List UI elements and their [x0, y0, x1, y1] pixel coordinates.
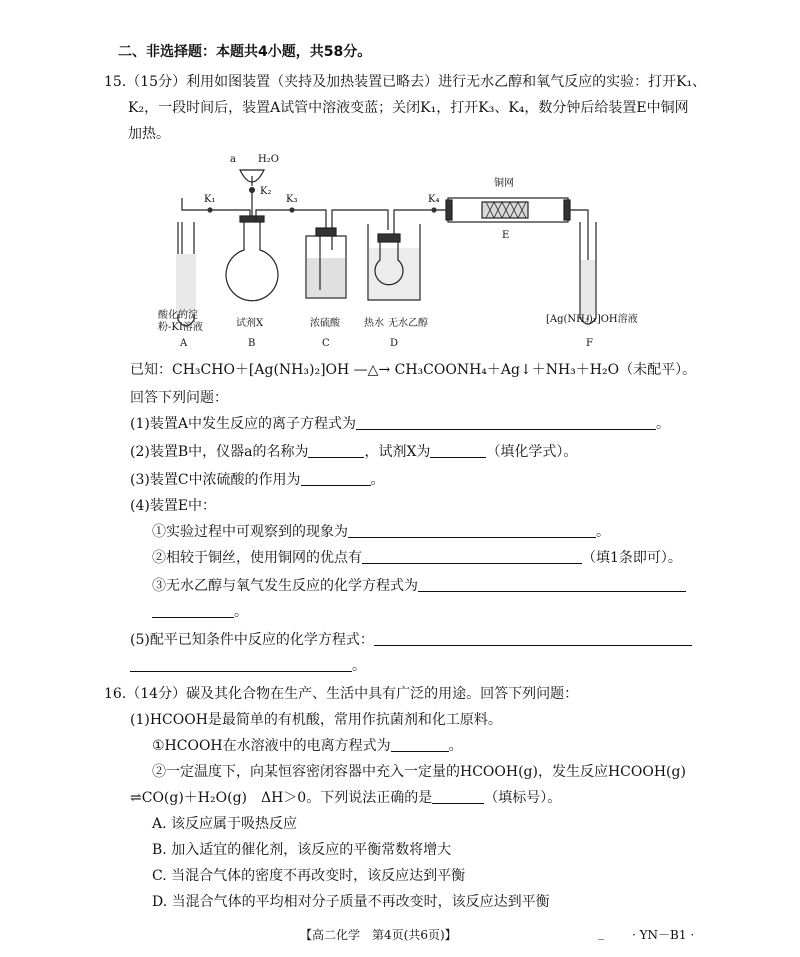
apparatus-diagram: [150, 150, 670, 350]
label-e: E: [502, 230, 510, 241]
q15-part5-answer-blank-line1[interactable]: [374, 631, 692, 646]
q15-part3-answer-blank[interactable]: [301, 471, 371, 486]
reagent-d-water: 热水: [364, 318, 384, 329]
q15-part4-3-answer-blank-line1[interactable]: [418, 577, 686, 592]
q15-part4-1-answer-blank[interactable]: [348, 523, 596, 538]
label-k4: K₄: [428, 194, 440, 205]
q15-intro-line3: 加热。: [128, 126, 170, 142]
valve-k3: [289, 207, 294, 212]
q15-part5-text: (5)配平已知条件中反应的化学方程式：: [130, 632, 374, 648]
q15-part2: [130, 442, 577, 462]
valve-k4: [431, 207, 436, 212]
q15-part5-cont: 。: [130, 656, 366, 676]
tube-b-to-c: [256, 210, 326, 228]
stopper-d: [378, 234, 400, 242]
q15-part4: (4)装置E中：: [130, 498, 217, 514]
page-footer: 【高二化学 第4页(共6页)】: [300, 928, 457, 942]
q15-intro-line1: 15.（15分）利用如图装置（夹持及加热装置已略去）进行无水乙醇和氧气反应的实验：打开K₁、: [104, 74, 707, 90]
q15-part2-text-a: (2)装置B中，仪器a的名称为: [130, 444, 309, 460]
q15-known: 已知：CH₃CHO＋[Ag(NH₃)₂]OH —△→ CH₃COONH₄＋Ag↓＋NH₃＋H₂O（未配平）。: [130, 362, 697, 378]
letter-b: B: [248, 338, 256, 349]
q15-part2-text-b: ，试剂X为: [364, 444, 431, 460]
label-h2o: H₂O: [258, 154, 279, 165]
valve-k2: [250, 188, 255, 193]
q15-part4-2-text: ②相较于铜丝，使用铜网的优点有: [152, 550, 362, 566]
q15-part2-text-c: （填化学式）。: [486, 444, 578, 460]
footer-code: · YN－B1 ·: [632, 928, 695, 942]
q15-part4-3-text: ③无水乙醇与氧气发生反应的化学方程式为: [152, 578, 418, 594]
q15-part5: [130, 630, 692, 650]
q15-part4-2: [152, 548, 682, 568]
q16-part1-2-cont: [130, 788, 561, 808]
q15-part4-2-answer-blank[interactable]: [362, 549, 582, 564]
q15-part1-text: (1)装置A中发生反应的离子方程式为: [130, 416, 356, 432]
letter-f: F: [586, 338, 593, 349]
q15-part4-1: ①实验过程中可观察到的现象为 。: [152, 524, 610, 540]
q15-part1-answer-blank[interactable]: [356, 415, 656, 430]
q15-part4-1-text: ①实验过程中可观察到的现象为: [152, 524, 348, 540]
letter-c: C: [322, 338, 330, 349]
q16-part1-2: ②一定温度下，向某恒容密闭容器中充入一定量的HCOOH(g)，发生反应HCOOH(g): [152, 764, 686, 780]
q15-part3-text: (3)装置C中浓硫酸的作用为: [130, 472, 301, 488]
q15-part2-blank-instrument[interactable]: [308, 443, 364, 458]
q16-part1-2-text: ⇌CO(g)＋H₂O(g) ΔH＞0。下列说法正确的是: [130, 790, 433, 806]
q15-part5-answer-blank-line2[interactable]: [130, 657, 352, 672]
flask-b: [226, 222, 278, 301]
label-mesh: 铜网: [494, 178, 514, 189]
q16-intro: 16.（14分）碳及其化合物在生产、生活中具有广泛的用途。回答下列问题：: [104, 686, 579, 702]
q16-option-b: B. 加入适宜的催化剂，该反应的平衡常数将增大: [152, 842, 452, 858]
reagent-a-line2: 粉-KI溶液: [158, 322, 203, 333]
reagent-f: [Ag(NH₃)₂]OH溶液: [546, 314, 638, 325]
tube-c-to-d: [332, 210, 388, 230]
letter-d: D: [390, 338, 399, 349]
q15-part4-3-cont: 。: [152, 602, 248, 622]
q15-part4-3-answer-blank-line2[interactable]: [152, 603, 234, 618]
q15-intro-line2: K₂，一段时间后，装置A试管中溶液变蓝；关闭K₁，打开K₃、K₄，数分钟后给装置E中铜网: [128, 100, 689, 116]
reagent-b: 试剂X: [236, 318, 264, 329]
footer-dash: _: [598, 926, 604, 940]
q16-part1-2-note: （填标号）。: [484, 790, 562, 806]
stopper-c: [316, 228, 336, 236]
q15-part4-3: [152, 576, 686, 596]
reagent-c: 浓硫酸: [310, 318, 340, 329]
q16-option-c: C. 当混合气体的密度不再改变时，该反应达到平衡: [152, 868, 466, 884]
section-title: 二、非选择题：本题共4小题，共58分。: [118, 44, 372, 60]
label-a: a: [230, 154, 236, 165]
label-k2: K₂: [260, 186, 272, 197]
letter-a: A: [180, 338, 188, 349]
q15-answer-prompt: 回答下列问题：: [130, 390, 228, 406]
q16-part1-1: ①HCOOH在水溶液中的电离方程式为 。: [152, 738, 463, 754]
q16-part1-1-text: ①HCOOH在水溶液中的电离方程式为: [152, 738, 391, 754]
reagent-a-line1: 酸化的淀: [158, 310, 198, 321]
stopper-b: [240, 216, 264, 222]
valve-k1: [207, 207, 212, 212]
reagent-d-ethanol: 无水乙醇: [388, 318, 428, 329]
q16-option-a: A. 该反应属于吸热反应: [152, 816, 298, 832]
q15-part2-blank-reagent[interactable]: [430, 443, 486, 458]
q16-part1-1-answer-blank[interactable]: [391, 737, 449, 752]
label-k1: K₁: [204, 194, 216, 205]
copper-mesh: [482, 202, 528, 218]
q16-option-d: D. 当混合气体的平均相对分子质量不再改变时，该反应达到平衡: [152, 894, 550, 910]
q16-part1: (1)HCOOH是最简单的有机酸，常用作抗菌剂和化工原料。: [130, 712, 502, 728]
q15-part3: (3)装置C中浓硫酸的作用为 。: [130, 472, 385, 488]
q16-part1-2-answer-blank[interactable]: [432, 789, 484, 804]
q15-part1: (1)装置A中发生反应的离子方程式为 。: [130, 416, 670, 432]
label-k3: K₃: [286, 194, 298, 205]
q15-part4-2-note: （填1条即可）。: [582, 550, 682, 566]
